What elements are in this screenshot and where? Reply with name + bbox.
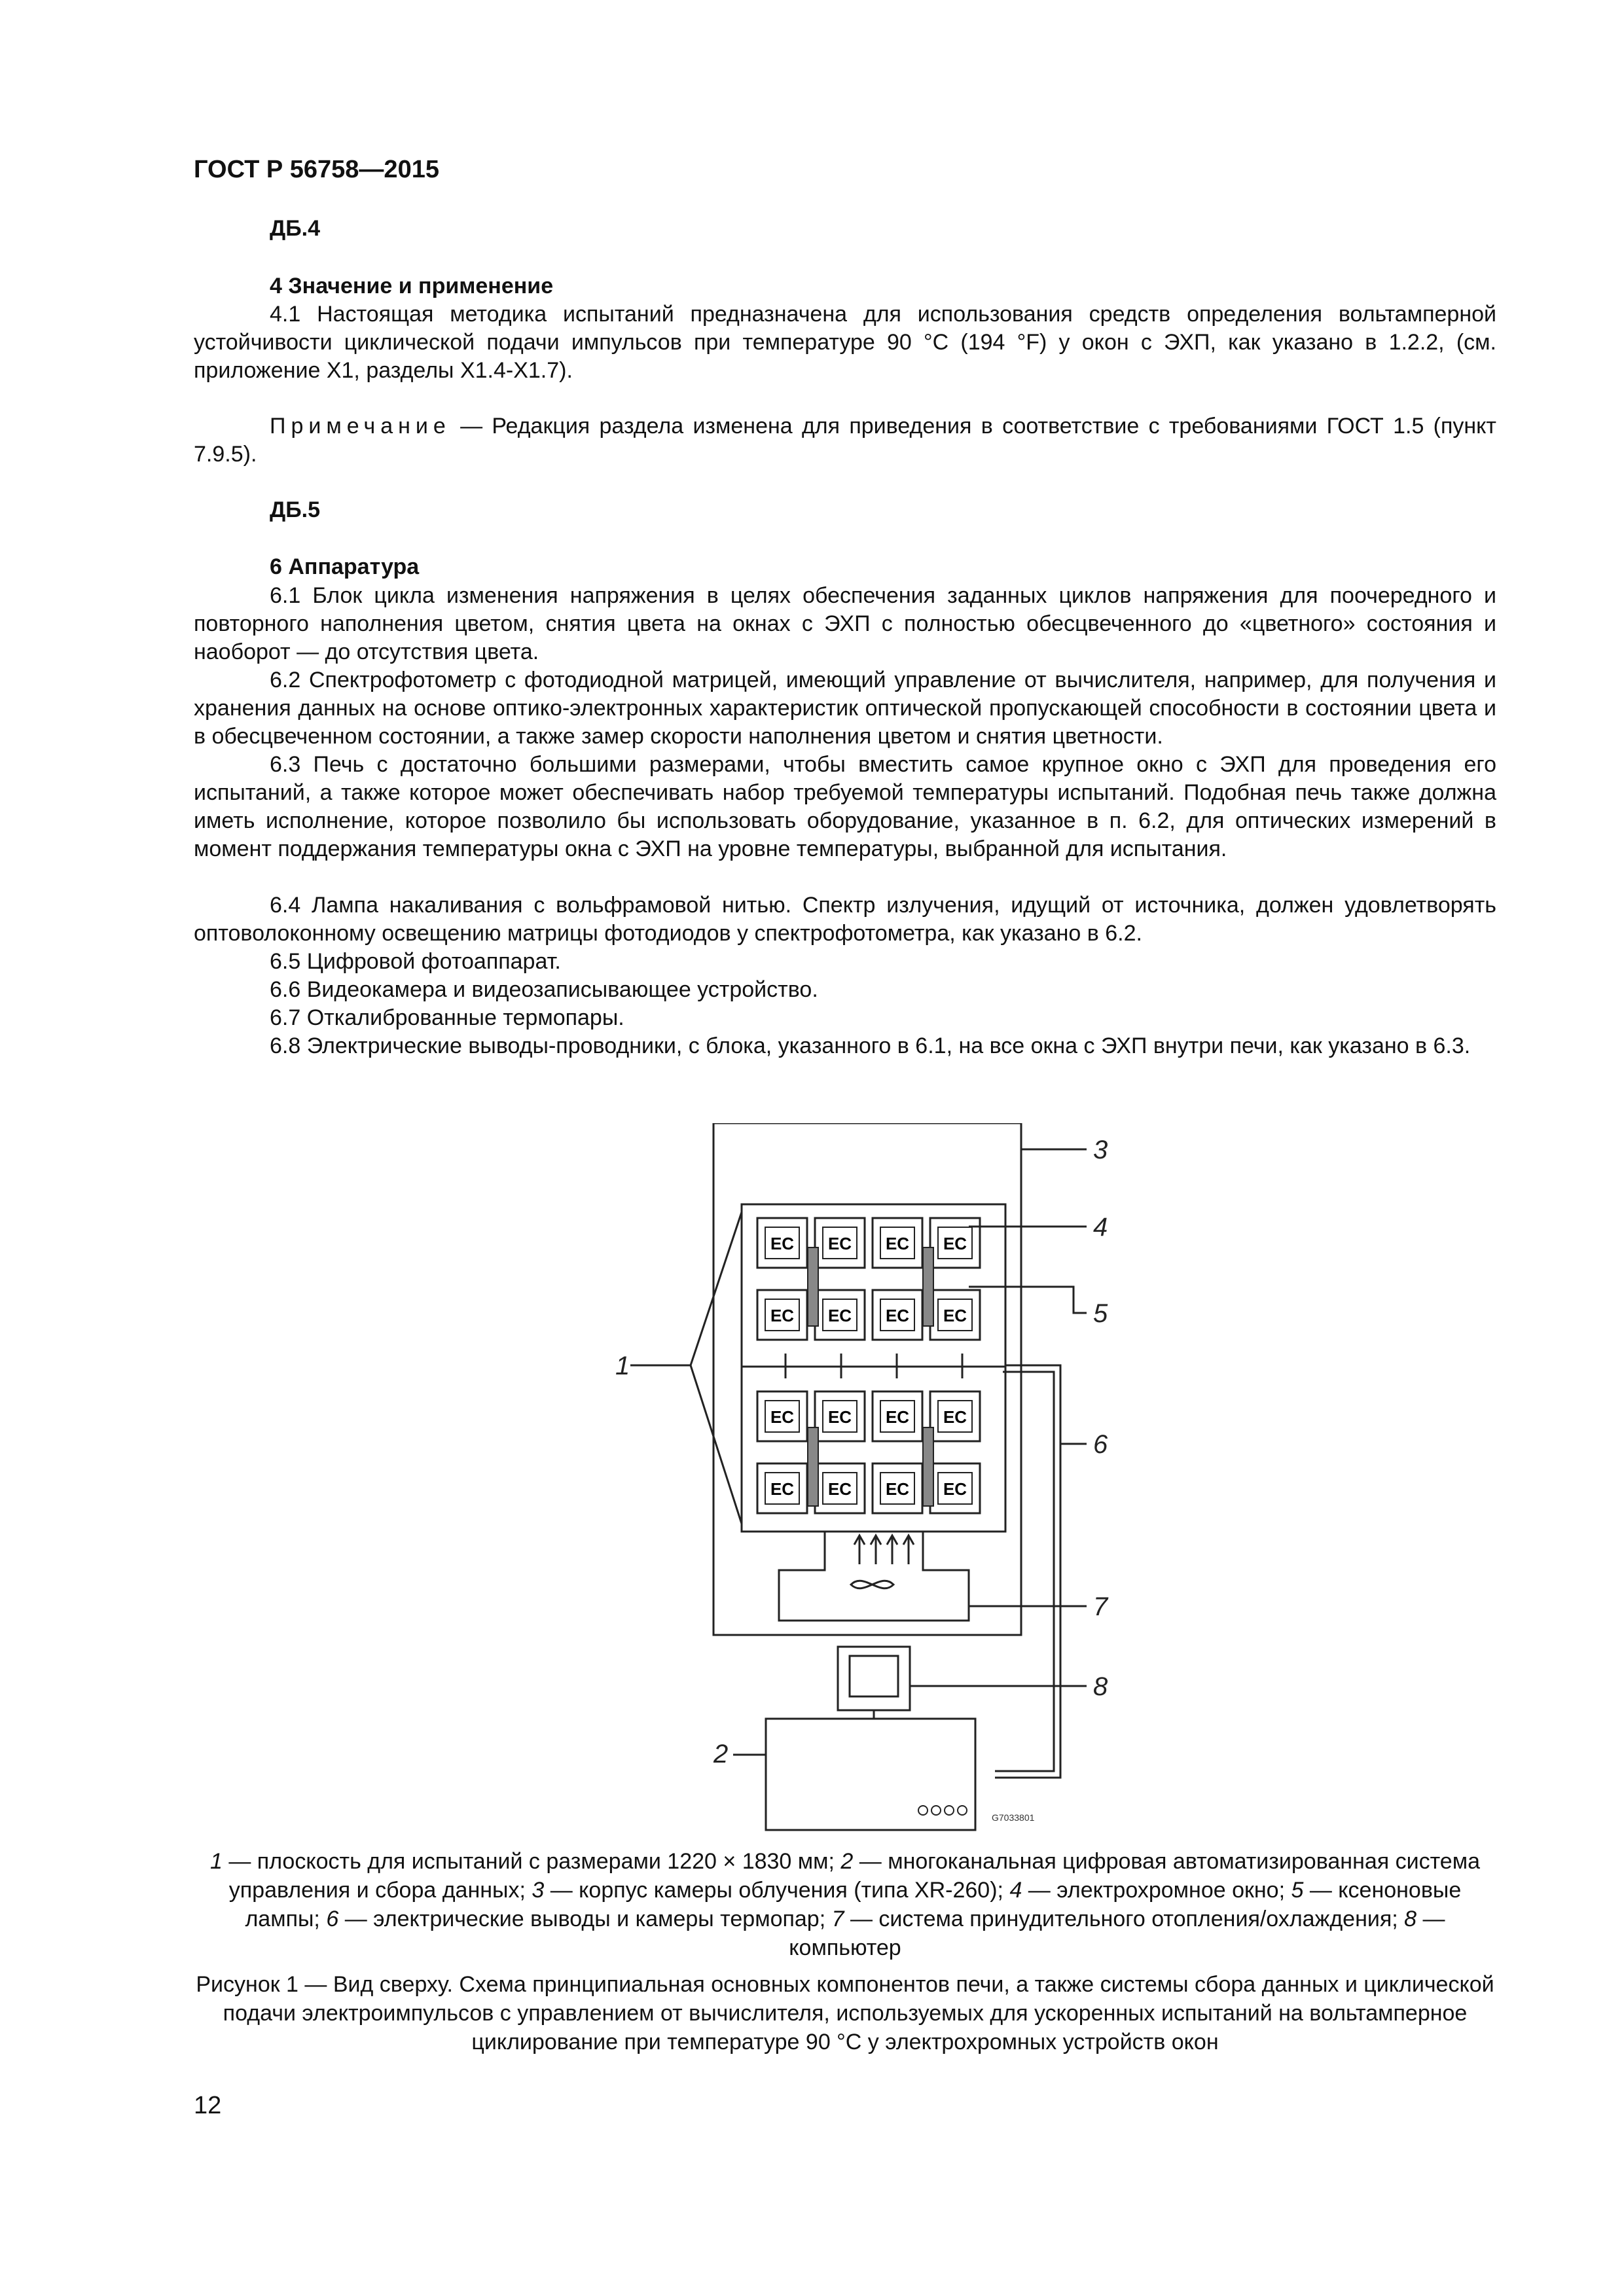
figure-legend [194,1847,1496,1962]
legend-text: — многоканальная цифровая автоматизированная система управления и сбора данных; [228,1849,1480,1903]
ec-label: EC [827,1306,852,1325]
ec-label: EC [770,1306,795,1325]
paragraph-6-4: 6.4 Лампа накаливания с вольфрамовой нитью. Спектр излучения, идущий от источника, должен удовлетворять оптоволоконному освещению матрицы фотодиодов у спектрофотометра, как указано в 6.2. [194,893,1496,946]
legend-number: 7 [831,1907,844,1931]
fan-icon [851,1581,893,1588]
ec-label: EC [770,1479,795,1499]
paragraph-6-6: 6.6 Видеокамера и видеозаписывающее устройство. [270,977,818,1002]
xenon-lamp [808,1427,818,1506]
document-header: ГОСТ Р 56758—2015 [194,156,439,183]
paragraph-6-5: 6.5 Цифровой фотоаппарат. [270,949,561,974]
legend-number: 2 [840,1849,854,1874]
legend-text: — корпус камеры облучения (типа XR-260); [544,1878,1010,1903]
legend-text: — электрические выводы и камеры термопар; [338,1907,832,1931]
callout-1: 1 [615,1352,630,1380]
legend-number: 4 [1009,1878,1022,1903]
chamber-housing [713,1123,1021,1635]
ec-label: EC [943,1234,967,1253]
legend-items [210,1849,1480,1960]
legend-text: — ксеноновые лампы; [245,1878,1462,1931]
ec-label: EC [770,1234,795,1253]
callout-7: 7 [1093,1592,1108,1621]
legend-text: — система принудительного отопления/охлаждения; [844,1907,1405,1931]
callout-6: 6 [1093,1430,1108,1459]
legend-text: — электрохромное окно; [1022,1878,1291,1903]
legend-number: 1 [209,1849,223,1874]
callout-3: 3 [1093,1136,1108,1164]
ec-label: EC [827,1479,852,1499]
xenon-lamp [923,1427,933,1506]
paragraph-6-2: 6.2 Спектрофотометр с фотодиодной матрицей, имеющий управление от вычислителя, например, для получения и хранения данных на основе оптико-электронных характеристик оптической пропускающей способности в состоянии цвета и в обесцвеченном состоянии, а также замер скорости наполнения цветом и снятия цветности. [194,668,1496,749]
section-db4: ДБ.4 [270,216,321,241]
legend-text: — плоскость для испытаний с размерами 1220 × 1830 мм; [222,1849,841,1874]
legend-text: — компьютер [789,1907,1445,1960]
paragraph-6-1: 6.1 Блок цикла изменения напряжения в целях обеспечения заданных циклов напряжения для поочередного и повторного наполнения цветом, снятия цвета на окнах с ЭХП с полностью обесцвеченного до «цветного» состояния и наоборот — до отсутствия цвета. [194,583,1496,664]
callout-2: 2 [713,1740,729,1768]
ec-label: EC [943,1306,967,1325]
legend-number: 6 [326,1907,339,1931]
ec-label: EC [885,1407,910,1427]
xenon-lamp [923,1247,933,1326]
ec-label: EC [885,1479,910,1499]
paragraph-6-3: 6.3 Печь с достаточно большими размерами, чтобы вместить самое крупное окно с ЭХП для проведения его испытаний, а также которое может обеспечивать набор требуемой температуры испытаний. Подобная печь также должна иметь исполнение, которое позволило бы использовать оборудование, указанное в п. 6.2, для оптических измерений в момент поддержания температуры окна с ЭХП на уровне температуры, выбранной для испытания. [194,752,1496,861]
ec-label: EC [885,1306,910,1325]
note-text: — Редакция раздела изменена для приведения в соответствие с требованиями ГОСТ 1.5 (пункт 7.9.5). [194,414,1496,467]
paragraph-4-1: 4.1 Настоящая методика испытаний предназначена для использования средств определения вольтамперной устойчивости циклической подачи импульсов при температуре 90 °С (194 °F) у окон с ЭХП, как указано в 1.2.2, (см. приложение X1, разделы X1.4-X1.7). [194,302,1496,383]
section-db5: ДБ.5 [270,497,321,522]
figure-code: G7033801 [992,1812,1035,1823]
callout-8: 8 [1093,1672,1108,1701]
heading-6: 6 Аппаратура [270,554,420,579]
ec-label: EC [885,1234,910,1253]
callout-4: 4 [1093,1213,1108,1242]
legend-number: 5 [1291,1878,1304,1903]
ec-label: EC [770,1407,795,1427]
figure-caption: Рисунок 1 — Вид сверху. Схема принципиальная основных компонентов печи, а также системы сбора данных и циклической подачи электроимпульсов с управлением от вычислителя, используемых для ускоренных испытаний на вольтамперное циклирование при температуре 90 °С у электрохромных устройств окон [196,1972,1494,2054]
heading-4: 4 Значение и применение [270,274,554,298]
ec-label: EC [943,1407,967,1427]
legend-number: 3 [532,1878,545,1903]
ec-label: EC [827,1407,852,1427]
callout-5: 5 [1093,1299,1108,1328]
note [194,412,1496,469]
note-label: Примечание [270,414,451,439]
figure-schematic [511,1123,1165,1837]
xenon-lamps [808,1247,933,1506]
xenon-lamp [808,1247,818,1326]
page-number: 12 [194,2092,222,2119]
paragraph-6-7: 6.7 Откалиброванные термопары. [270,1005,624,1030]
paragraph-6-8: 6.8 Электрические выводы-проводники, с блока, указанного в 6.1, на все окна с ЭХП внутри печи, как указано в 6.3. [270,1033,1471,1058]
legend-number: 8 [1404,1907,1417,1931]
ec-label: EC [943,1479,967,1499]
ec-label: EC [827,1234,852,1253]
